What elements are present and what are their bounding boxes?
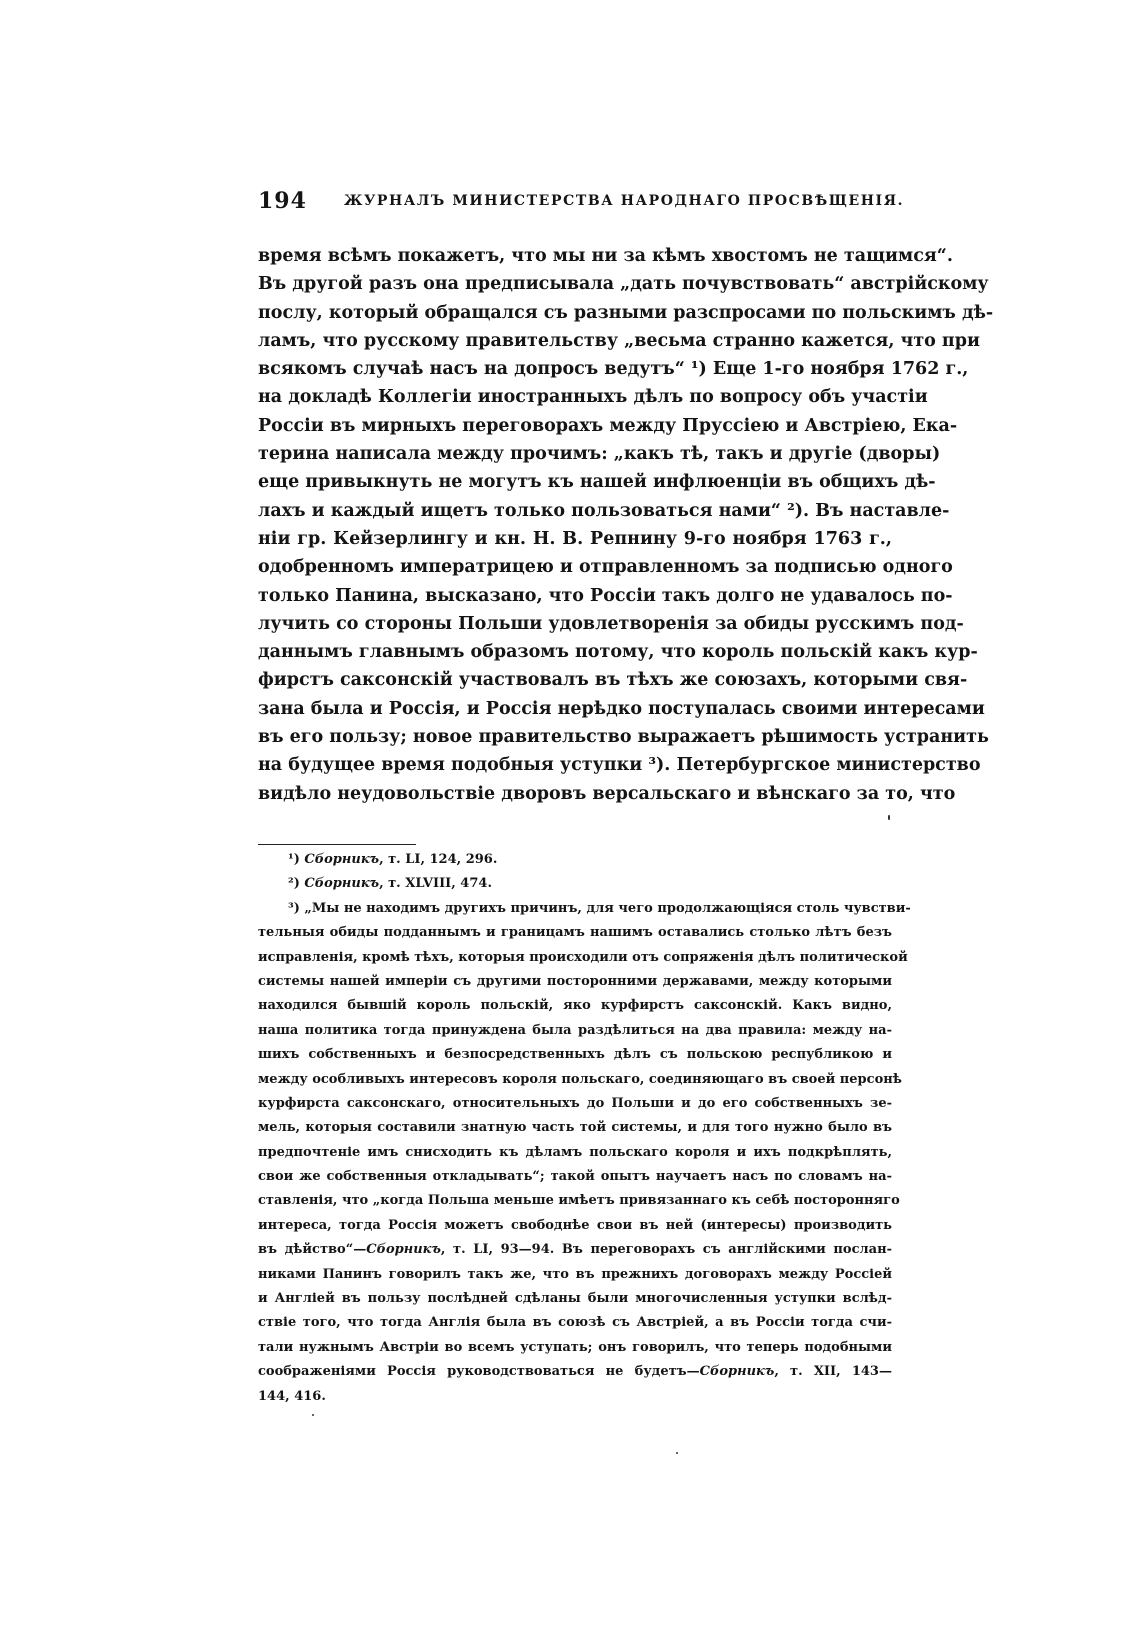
footnote-3-line: предпочтеніе имъ снисходить къ дѣламъ польскаго короля и ихъ подкрѣплять,	[258, 1144, 892, 1160]
text-line: одобренномъ императрицею и отправленномъ за подписью одного	[258, 557, 953, 578]
footnote-3-line: ставленія, что „когда Польша меньше имѣетъ привязаннаго къ себѣ посторонняго	[258, 1193, 900, 1209]
footnote-3-line: тали нужнымъ Австріи во всемъ уступать; онъ говорилъ, что теперь подобными	[258, 1339, 892, 1355]
footnote-3-line: между особливыхъ интересовъ короля польскаго, соединяющаго въ своей персонѣ	[258, 1071, 902, 1087]
footnote-3-line: соображеніями Россія руководствоваться не будетъ—Сборникъ, т. XII, 143—	[258, 1364, 892, 1380]
footnote-3-line: никами Панинъ говорилъ такъ же, что въ прежнихъ договорахъ между Россіей	[258, 1266, 892, 1282]
scan-speck	[888, 815, 890, 820]
text-line: ламъ, что русскому правительству „весьма странно кажется, что при	[258, 330, 980, 351]
footnote-3-line: интереса, тогда Россія можетъ свободнѣе свои въ ней (интересы) производить	[258, 1217, 892, 1233]
footnote-3-line: системы нашей имперіи съ другими посторонними державами, между которыми	[258, 973, 892, 989]
text-line: зана была и Россія, и Россія нерѣдко поступалась своими интересами	[258, 698, 985, 719]
text-line: ніи гр. Кейзерлингу и кн. Н. В. Репнину 9-го ноября 1763 г.,	[258, 528, 892, 549]
footnote-3-line: ³) „Мы не находимъ другихъ причинъ, для чего продолжающіяся столь чувстви-	[288, 900, 911, 916]
footnote-3-line: мель, которыя составили знатную часть той системы, и для того нужно было въ	[258, 1120, 892, 1136]
text-line: Россіи въ мирныхъ переговорахъ между Пруссіею и Австріею, Ека-	[258, 415, 958, 436]
footnote-3-line: 144, 416.	[258, 1388, 326, 1404]
running-header	[258, 188, 905, 218]
text-line: видѣло неудовольствіе дворовъ версальскаго и вѣнскаго за то, что	[258, 783, 956, 804]
text-line: всякомъ случаѣ насъ на допросъ ведутъ“ ¹) Еще 1-го ноября 1762 г.,	[258, 359, 969, 380]
footnotes	[258, 848, 911, 1409]
footnote-divider	[258, 844, 416, 845]
footnote-3-line: шихъ собственныхъ и безпосредственныхъ дѣлъ съ польскою республикою и	[258, 1047, 892, 1063]
text-line: даннымъ главнымъ образомъ потому, что король польскій какъ кур-	[258, 642, 978, 663]
text-line: на докладѣ Коллегіи иностранныхъ дѣлъ по вопросу объ участіи	[258, 387, 928, 408]
journal-title: ЖУРНАЛЪ МИНИСТЕРСТВА НАРОДНАГО ПРОСВѢЩЕНІЯ.	[344, 193, 905, 209]
text-line: послу, который обращался съ разными разспросами по польскимъ дѣ-	[258, 302, 994, 323]
footnote-3-line: находился бывшій король польскій, яко курфирстъ саксонскій. Какъ видно,	[258, 998, 892, 1014]
main-text	[258, 242, 994, 808]
scan-speck	[676, 1452, 678, 1454]
footnote-3-line: тельныя обиды подданнымъ и границамъ нашимъ оставались столько лѣтъ безъ	[258, 925, 892, 941]
footnote-3-line: и Англіей въ пользу послѣдней сдѣланы были многочисленныя уступки вслѣд-	[258, 1291, 892, 1307]
text-line: въ его пользу; новое правительство выражаетъ рѣшимость устранить	[258, 727, 989, 748]
footnote-2: ²) Сборникъ, т. XLVIII, 474.	[288, 876, 492, 892]
text-line: время всѣмъ покажетъ, что мы ни за кѣмъ хвостомъ не тащимся“.	[258, 246, 953, 266]
footnote-3-line: курфирста саксонскаго, относительныхъ до Польши и до его собственныхъ зе-	[258, 1095, 892, 1111]
footnote-3-line: въ дѣйство“—Сборникъ, т. LI, 93—94. Въ переговорахъ съ англійскими послан-	[258, 1242, 893, 1258]
text-line: еще привыкнуть не могутъ къ нашей инфлюенціи въ общихъ дѣ-	[258, 472, 936, 493]
text-line: терина написала между прочимъ: „какъ тѣ, такъ и другіе (дворы)	[258, 444, 941, 465]
footnote-3-line: наша политика тогда принуждена была раздѣлиться на два правила: между на-	[258, 1022, 892, 1038]
text-line: лахъ и каждый ищетъ только пользоваться нами“ ²). Въ наставле-	[258, 500, 950, 521]
text-line: фирстъ саксонскій участвовалъ въ тѣхъ же союзахъ, которыми свя-	[258, 670, 968, 691]
footnote-3-line: исправленія, кромѣ тѣхъ, которыя происходили отъ сопряженія дѣлъ политической	[258, 949, 908, 965]
footnote-3-line: ствіе того, что тогда Англія была въ союзѣ съ Австріей, а въ Россіи тогда счи-	[258, 1315, 892, 1331]
page-number: 194	[258, 188, 307, 214]
text-line: Въ другой разъ она предписывала „дать почувствовать“ австрійскому	[258, 274, 989, 295]
text-line: только Панина, высказано, что Россіи такъ долго не удавалось по-	[258, 585, 953, 606]
footnote-1: ¹) Сборникъ, т. LI, 124, 296.	[288, 852, 498, 867]
footnote-3-line: свои же собственныя откладывать“; такой опытъ научаетъ насъ по словамъ на-	[258, 1169, 892, 1185]
scan-speck	[312, 1414, 314, 1416]
text-line: лучить со стороны Польши удовлетворенія за обиды русскимъ под-	[258, 613, 964, 634]
text-line: на будущее время подобныя уступки ³). Петербургское министерство	[258, 755, 981, 776]
